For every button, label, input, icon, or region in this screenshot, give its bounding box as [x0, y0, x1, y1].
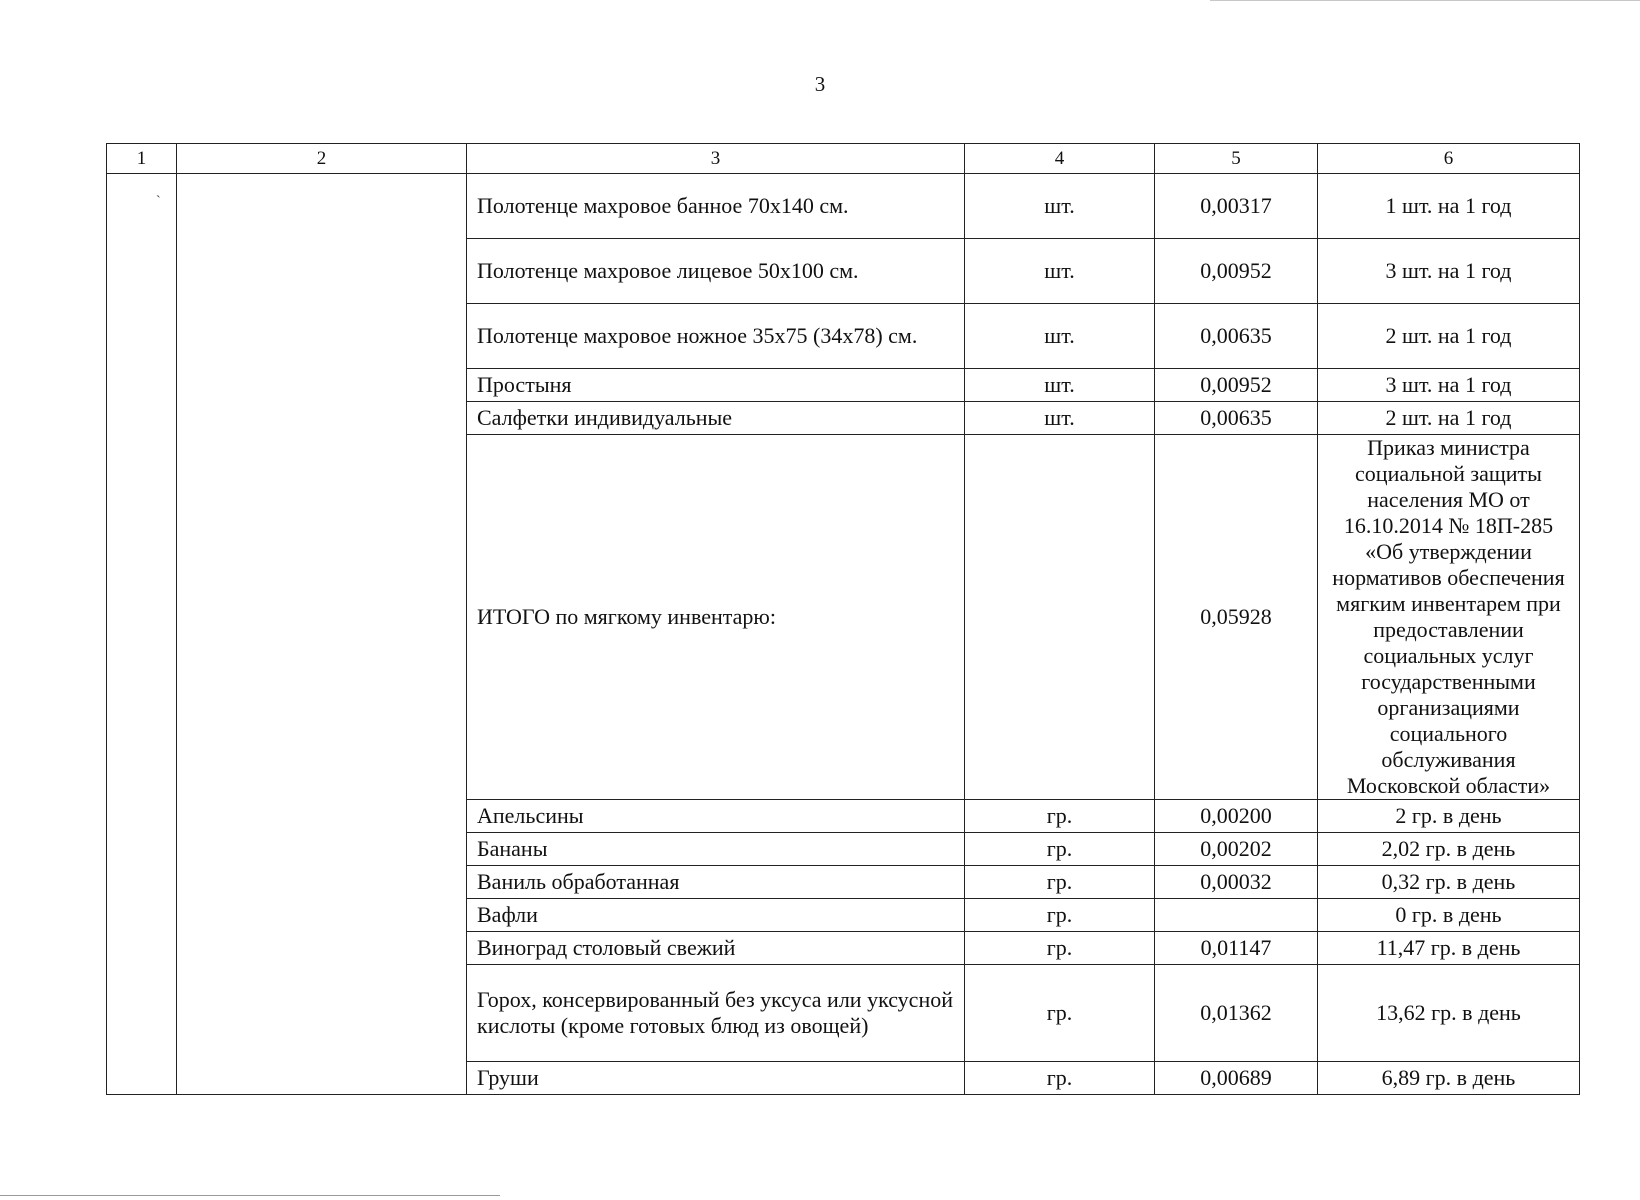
header-cell: 5: [1155, 144, 1318, 174]
unit-cell: гр.: [965, 833, 1155, 866]
table-row: [107, 174, 1580, 239]
unit-cell: гр.: [965, 800, 1155, 833]
header-cell: 1: [107, 144, 177, 174]
header-cell: 6: [1318, 144, 1580, 174]
unit-cell: шт.: [965, 304, 1155, 369]
empty-col-2-cell: [177, 174, 467, 1095]
value-cell: [1155, 899, 1318, 932]
total-label-cell: ИТОГО по мягкому инвентарю:: [467, 435, 965, 800]
header-cell: 4: [965, 144, 1155, 174]
norm-cell: 0,32 гр. в день: [1318, 866, 1580, 899]
item-name-cell: Полотенце махровое лицевое 50х100 см.: [467, 239, 965, 304]
value-cell: 0,00689: [1155, 1062, 1318, 1095]
order-reference-cell: Приказ министра социальной защиты населения МО от 16.10.2014 № 18П-285 «Об утверждении нормативов обеспечения мягким инвентарем при предоставлении социальных услуг государственными организациями социального обслуживания Московской области»: [1318, 435, 1580, 800]
value-cell: 0,00635: [1155, 402, 1318, 435]
empty-col-1-cell: [107, 174, 177, 1095]
value-cell: 0,00202: [1155, 833, 1318, 866]
norm-cell: 2 шт. на 1 год: [1318, 402, 1580, 435]
page-number: 3: [814, 72, 826, 96]
norm-cell: 2 гр. в день: [1318, 800, 1580, 833]
value-cell: 0,00032: [1155, 866, 1318, 899]
item-name-cell: Ваниль обработанная: [467, 866, 965, 899]
header-cell: 3: [467, 144, 965, 174]
norm-cell: 11,47 гр. в день: [1318, 932, 1580, 965]
item-name-cell: Полотенце махровое ножное 35х75 (34х78) см.: [467, 304, 965, 369]
item-name-cell: Вафли: [467, 899, 965, 932]
unit-cell: гр.: [965, 866, 1155, 899]
norm-cell: 2,02 гр. в день: [1318, 833, 1580, 866]
header-cell: 2: [177, 144, 467, 174]
item-name-cell: Полотенце махровое банное 70х140 см.: [467, 174, 965, 239]
unit-cell: гр.: [965, 965, 1155, 1062]
scan-speck: ˋ: [156, 194, 161, 209]
unit-cell: шт.: [965, 174, 1155, 239]
item-name-cell: Виноград столовый свежий: [467, 932, 965, 965]
norm-cell: 1 шт. на 1 год: [1318, 174, 1580, 239]
item-name-cell: Простыня: [467, 369, 965, 402]
value-cell: 0,01147: [1155, 932, 1318, 965]
scan-edge-top: [1210, 0, 1640, 3]
norms-table: [106, 143, 1580, 1095]
norm-cell: 6,89 гр. в день: [1318, 1062, 1580, 1095]
value-cell: 0,00952: [1155, 369, 1318, 402]
item-name-cell: Апельсины: [467, 800, 965, 833]
item-name-cell: Бананы: [467, 833, 965, 866]
norm-cell: 0 гр. в день: [1318, 899, 1580, 932]
unit-cell: [965, 435, 1155, 800]
item-name-cell: Салфетки индивидуальные: [467, 402, 965, 435]
item-name-cell: Горох, консервированный без уксуса или уксусной кислоты (кроме готовых блюд из овощей): [467, 965, 965, 1062]
value-cell: 0,00200: [1155, 800, 1318, 833]
unit-cell: шт.: [965, 239, 1155, 304]
total-value-cell: 0,05928: [1155, 435, 1318, 800]
unit-cell: гр.: [965, 899, 1155, 932]
norm-cell: 3 шт. на 1 год: [1318, 369, 1580, 402]
scan-edge-bottom: [0, 1195, 500, 1196]
table-header-row: [107, 144, 1580, 174]
unit-cell: шт.: [965, 369, 1155, 402]
unit-cell: шт.: [965, 402, 1155, 435]
norm-cell: 13,62 гр. в день: [1318, 965, 1580, 1062]
unit-cell: гр.: [965, 932, 1155, 965]
unit-cell: гр.: [965, 1062, 1155, 1095]
item-name-cell: Груши: [467, 1062, 965, 1095]
norm-cell: 2 шт. на 1 год: [1318, 304, 1580, 369]
value-cell: 0,00635: [1155, 304, 1318, 369]
value-cell: 0,01362: [1155, 965, 1318, 1062]
value-cell: 0,00317: [1155, 174, 1318, 239]
value-cell: 0,00952: [1155, 239, 1318, 304]
norm-cell: 3 шт. на 1 год: [1318, 239, 1580, 304]
